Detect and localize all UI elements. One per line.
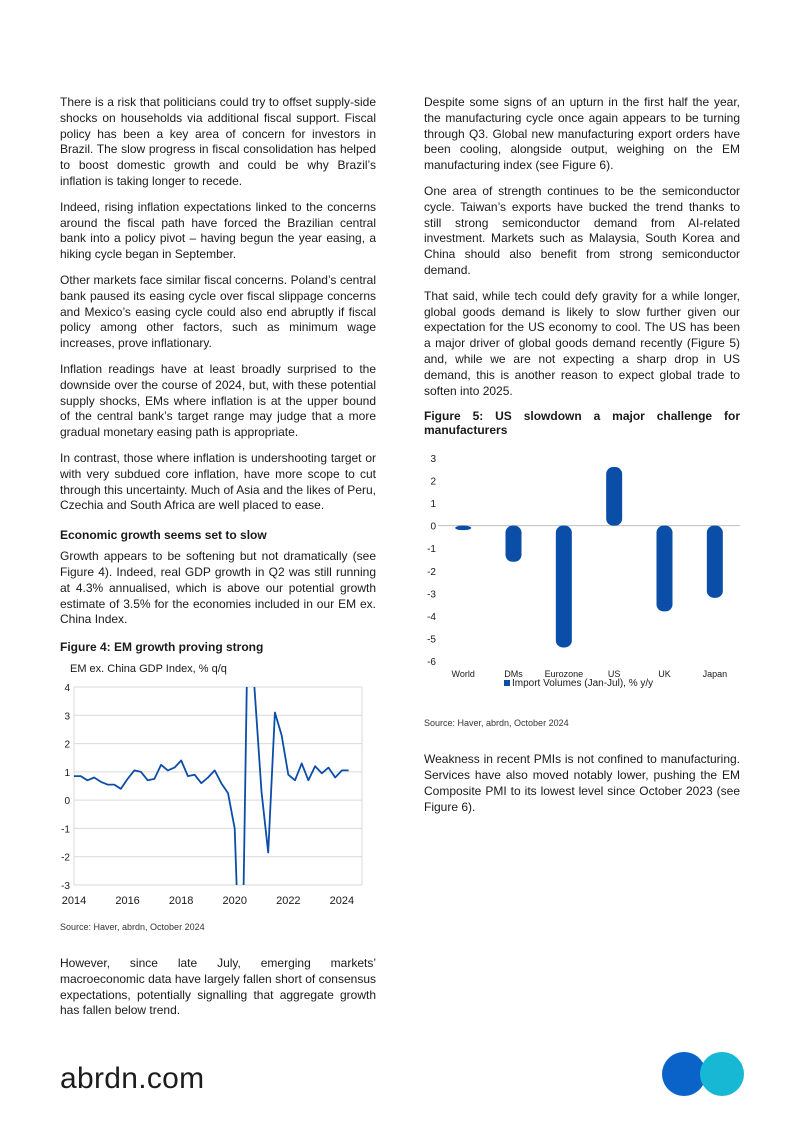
x-tick-label: 2018: [168, 895, 194, 906]
figure-4-source: Source: Haver, abrdn, October 2024: [60, 922, 205, 933]
y-tick-label: -2: [427, 567, 436, 579]
bar-uk: [657, 526, 673, 612]
y-tick-label: -1: [61, 824, 70, 836]
paragraph: There is a risk that politicians could try to offset supply-side shocks on households via additional fiscal support. Fiscal policy has been a key area of concern for investors in Brazil. The slow progress in fiscal consolidation has helped to boost domestic growth and could be why Brazil’s inflation is taking longer to recede.: [60, 95, 376, 188]
paragraph: Growth appears to be softening but not dramatically (see Figure 4). Indeed, real GDP growth in Q2 was still running at 4.3% annualised, which is above our potential growth estimate of 3.5% for the economies included in our EM ex. China Index.: [60, 549, 376, 627]
bar-world: [455, 526, 471, 531]
bar-dms: [506, 526, 522, 562]
y-tick-label: 3: [64, 711, 70, 723]
logo-dot-cyan-icon: [700, 1052, 744, 1096]
y-tick-label: -4: [427, 612, 436, 624]
x-tick-label: Japan: [702, 669, 728, 680]
y-tick-label: -2: [61, 852, 70, 864]
x-tick-label: 2022: [276, 895, 301, 906]
x-tick-label: 2024: [329, 895, 355, 906]
y-tick-label: 4: [64, 683, 70, 695]
paragraph: Other markets face similar fiscal concerns. Poland’s central bank paused its easing cycle over fiscal slippage concerns and Mexico’s easing cycle could also end abruptly if fiscal policy among other factors, such as minimum wage increases, prove inflationary.: [60, 272, 376, 351]
bar-eurozone: [556, 526, 572, 648]
series-line-em-gdp: [74, 660, 349, 905]
y-tick-label: -6: [427, 657, 436, 669]
y-tick-label: 0: [64, 796, 70, 808]
legend-label: Import Volumes (Jan-Jul), % y/y: [512, 678, 654, 690]
x-tick-label: DMs: [504, 669, 523, 680]
x-tick-label: World: [451, 669, 475, 680]
x-tick-label: 2016: [115, 895, 140, 906]
bar-us: [606, 467, 622, 526]
y-tick-label: 1: [430, 499, 436, 511]
paragraph: One area of strength continues to be the semiconductor cycle. Taiwan’s exports have bucked the trend thanks to still strong semiconductor demand from AI-related investment. Markets such as Malaysia, South Korea and China should also benefit from strong semiconductor demand.: [424, 183, 740, 277]
left-column: [60, 95, 376, 1029]
y-tick-label: -3: [427, 589, 436, 601]
y-tick-label: 2: [64, 739, 70, 751]
y-tick-label: 1: [64, 767, 70, 779]
y-tick-label: -3: [61, 881, 70, 893]
x-tick-label: UK: [658, 669, 671, 680]
figure-5-title: Figure 5: US slowdown a major challenge for manufacturers: [424, 409, 740, 438]
right-column: [424, 95, 740, 825]
paragraph: However, since late July, emerging markets’ macroeconomic data have largely fallen short of consensus expectations, potentially signalling that aggregate growth has fallen below trend.: [60, 955, 376, 1018]
figure-4-chart: [60, 660, 376, 905]
legend-swatch: [504, 680, 510, 686]
y-tick-label: -1: [427, 544, 436, 556]
paragraph: Inflation readings have at least broadly surprised to the downside over the course of 2024, but, with these potential supply shocks, EMs where inflation is at the upper bound of the central bank’s target range may judge that a more gradual monetary easing path is appropriate.: [60, 361, 376, 440]
paragraph: In contrast, those where inflation is undershooting target or with very subdued core inflation, have more scope to cut through this uncertainty. Much of Asia and the likes of Peru, Czechia and South Africa are well placed to ease.: [60, 450, 376, 513]
abrdn-logo-text[interactable]: abrdn.com: [60, 1062, 205, 1095]
paragraph: Indeed, rising inflation expectations linked to the concerns around the fiscal path have forced the Brazilian central bank into a policy pivot – having begun the year easing, a hiking cycle began in September.: [60, 199, 376, 262]
figure-4-title: Figure 4: EM growth proving strong: [60, 640, 264, 655]
y-tick-label: -5: [427, 634, 436, 646]
paragraph: That said, while tech could defy gravity for a while longer, global goods demand is likely to slow further given our expectation for the US economy to cool. The US has been a major driver of global goods demand recently (Figure 5) and, while we are not expecting a sharp drop in US demand, this is another reason to expect global trade to soften into 2025.: [424, 288, 740, 398]
x-tick-label: Eurozone: [544, 669, 584, 680]
chart-y-axis-label: EM ex. China GDP Index, % q/q: [70, 663, 227, 676]
bar-japan: [707, 526, 723, 598]
figure-5-chart: [424, 443, 740, 693]
figure-5-source: Source: Haver, abrdn, October 2024: [424, 718, 569, 729]
section-heading: Economic growth seems set to slow: [60, 528, 267, 543]
y-tick-label: 0: [430, 522, 436, 534]
paragraph: Despite some signs of an upturn in the first half the year, the manufacturing cycle once again appears to be turning through Q3. Global new manufacturing export orders have been cooling, alongside output, weighing on the EM manufacturing index (see Figure 6).: [424, 95, 740, 173]
x-tick-label: 2014: [61, 895, 87, 906]
y-tick-label: 2: [430, 476, 436, 488]
x-tick-label: US: [607, 669, 621, 680]
x-tick-label: 2020: [222, 895, 247, 906]
y-tick-label: 3: [430, 454, 436, 466]
paragraph: Weakness in recent PMIs is not confined to manufacturing. Services have also moved notably lower, pushing the EM Composite PMI to its lowest level since October 2023 (see Figure 6).: [424, 752, 740, 814]
